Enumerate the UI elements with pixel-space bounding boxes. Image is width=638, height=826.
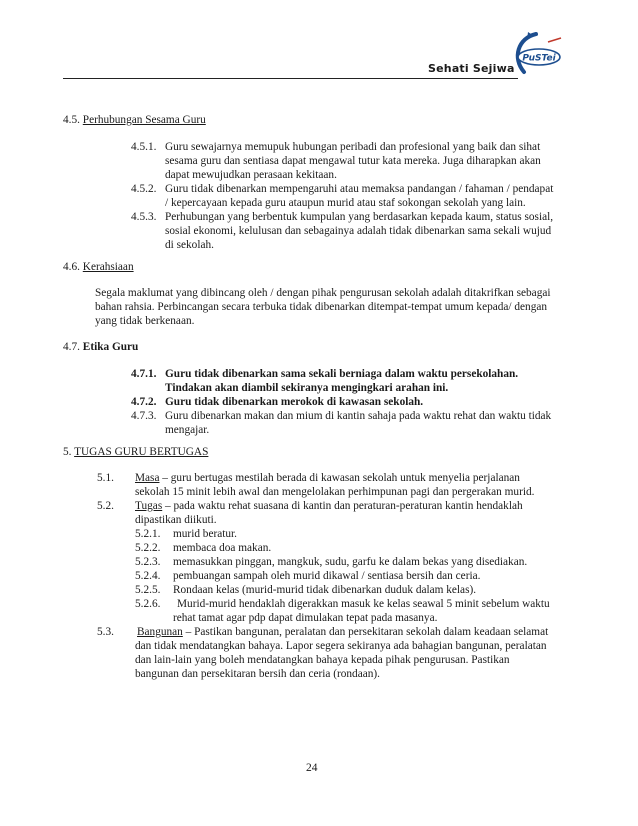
sub-item-text: membaca doa makan.	[173, 542, 272, 554]
paragraph-line: Segala maklumat yang dibincang oleh / dengan pihak pengurusan sekolah adalah ditakrifkan sebagai	[95, 287, 551, 299]
sub-item-number: 5.2.5.	[135, 584, 161, 596]
section-number: 4.5.	[63, 114, 80, 126]
sub-item-text: pembuangan sampah oleh murid dikawal / sentiasa bersih dan ceria.	[173, 570, 481, 582]
item-line-text: – Pastikan bangunan, peralatan dan persekitaran sekolah dalam keadaan selamat	[182, 626, 549, 638]
item-number: 4.5.3.	[131, 211, 157, 223]
item-term: Tugas	[135, 500, 163, 512]
item-line	[137, 626, 548, 640]
item-line: mengajar.	[165, 424, 210, 436]
section-number: 4.6.	[63, 261, 80, 273]
item-line: Guru tidak dibenarkan sama sekali berniaga dalam waktu persekolahan.	[165, 368, 519, 380]
sub-item-text: memasukkan pinggan, mangkuk, sudu, garfu ke dalam bekas yang disediakan.	[173, 556, 528, 568]
item-line: Tindakan akan diambil sekiranya mengingkari arahan ini.	[165, 382, 449, 394]
item-line: / kepercayaan kepada guru ataupun murid atau staf sokongan sekolah yang lain.	[165, 197, 526, 209]
sub-item-text: rehat tamat agar pdp dapat dimulakan tepat pada masanya.	[173, 612, 438, 624]
sub-item-number: 5.2.6.	[135, 598, 161, 610]
svg-text:PuSTei: PuSTei	[522, 53, 556, 64]
item-number: 4.7.3.	[131, 410, 157, 422]
item-line: Perhubungan yang berbentuk kumpulan yang berdasarkan kepada kaum, status sosial,	[165, 211, 554, 223]
section-4-5-heading	[63, 114, 206, 128]
section-title: TUGAS GURU BERTUGAS	[74, 446, 209, 458]
list-item	[97, 626, 577, 682]
section-5-heading	[63, 446, 208, 460]
item-number: 5.1.	[97, 472, 114, 484]
section-title: Perhubungan Sesama Guru	[82, 114, 206, 126]
list-item	[97, 472, 577, 500]
item-number: 4.7.1.	[131, 368, 157, 380]
item-line: Guru tidak dibenarkan mempengaruhi atau memaksa pandangan / fahaman / pendapat	[165, 183, 554, 195]
item-number: 5.3.	[97, 626, 114, 638]
sub-item-number: 5.2.3.	[135, 556, 161, 568]
item-line-text: – pada waktu rehat suasana di kantin dan peraturan-peraturan kantin hendaklah	[162, 500, 523, 512]
item-line: dan lain-lain yang boleh mendatangkan bahaya kepada pihak pengurusan. Pastikan	[135, 654, 510, 666]
sub-item-number: 5.2.4.	[135, 570, 161, 582]
paragraph-line: bahan rahsia. Perbincangan secara terbuka tidak dibenarkan ditempat-tempat umum kepada/ dengan	[95, 300, 548, 313]
list-item	[131, 183, 571, 211]
item-line: sosial ekonomi, kelulusan dan sebagainya adalah tidak dibenarkan sama sekali wujud	[165, 225, 552, 237]
item-line: sesama guru dan sentiasa dapat mengawal tutur kata mereka. Juga diharapkan akan	[165, 155, 541, 167]
item-number: 4.5.2.	[131, 183, 157, 195]
item-line	[135, 500, 523, 514]
sub-item-text: murid beratur.	[173, 528, 237, 540]
sub-item	[97, 584, 577, 598]
item-line: Guru dibenarkan makan dan mium di kantin sahaja pada waktu rehat dan waktu tidak	[165, 410, 552, 422]
page-number: 24	[306, 762, 318, 774]
section-4-7-items	[131, 368, 571, 438]
item-number: 4.5.1.	[131, 141, 157, 153]
section-5-body	[97, 472, 577, 682]
pustei-logo	[506, 28, 568, 80]
sub-item-text: Murid-murid hendaklah digerakkan masuk ke kelas seawal 5 minit sebelum waktu	[177, 598, 550, 610]
item-line-text: – guru bertugas mestilah berada di kawasan sekolah untuk menyelia perjalanan	[159, 472, 520, 484]
item-term: Masa	[135, 472, 160, 484]
item-line: bangunan dan persekitaran bersih dan ceria (rondaan).	[135, 668, 380, 680]
section-4-6-heading	[63, 261, 134, 275]
section-4-6-paragraph	[95, 287, 575, 328]
item-number: 5.2.	[97, 500, 114, 512]
section-title: Etika Guru	[82, 341, 139, 353]
list-item	[131, 396, 571, 410]
item-line: Guru tidak dibenarkan merokok di kawasan sekolah.	[165, 396, 424, 408]
sub-item	[97, 570, 577, 584]
section-4-5-items	[131, 141, 571, 253]
list-item	[131, 410, 571, 438]
section-4-7-heading	[63, 341, 138, 355]
list-item	[131, 368, 571, 396]
paragraph-line: yang tidak berkenaan.	[95, 314, 195, 327]
list-item	[97, 500, 577, 528]
item-number: 4.7.2.	[131, 396, 157, 408]
list-item	[131, 211, 571, 253]
sub-item	[97, 542, 577, 556]
item-line: Guru sewajarnya memupuk hubungan peribadi dan profesional yang baik dan sihat	[165, 141, 541, 153]
item-line: dipastikan diikuti.	[135, 514, 217, 526]
sub-item-number: 5.2.1.	[135, 528, 161, 540]
item-line: dapat mewujudkan perasaan kekitaan.	[165, 169, 337, 181]
sub-item	[97, 528, 577, 542]
sub-item	[97, 598, 577, 626]
header-title: Sehati Sejiwa	[428, 62, 515, 75]
sub-item	[97, 556, 577, 570]
item-term: Bangunan	[137, 626, 183, 638]
sub-item-text: Rondaan kelas (murid-murid tidak dibenarkan duduk dalam kelas).	[173, 584, 477, 596]
header-rule	[63, 78, 518, 79]
list-item	[131, 141, 571, 183]
item-line: di sekolah.	[165, 239, 214, 251]
sub-item-number: 5.2.2.	[135, 542, 161, 554]
section-number: 5.	[63, 446, 72, 458]
item-line	[135, 472, 520, 486]
section-number: 4.7.	[63, 341, 80, 353]
section-title: Kerahsiaan	[82, 261, 134, 273]
item-line: sekolah 15 minit lebih awal dan mengelolakan perhimpunan pagi dan pergerakan murid.	[135, 486, 535, 498]
item-line: dan tidak mendatangkan bahaya. Lapor segera sekiranya ada bahagian bangunan, peralatan	[135, 640, 547, 652]
